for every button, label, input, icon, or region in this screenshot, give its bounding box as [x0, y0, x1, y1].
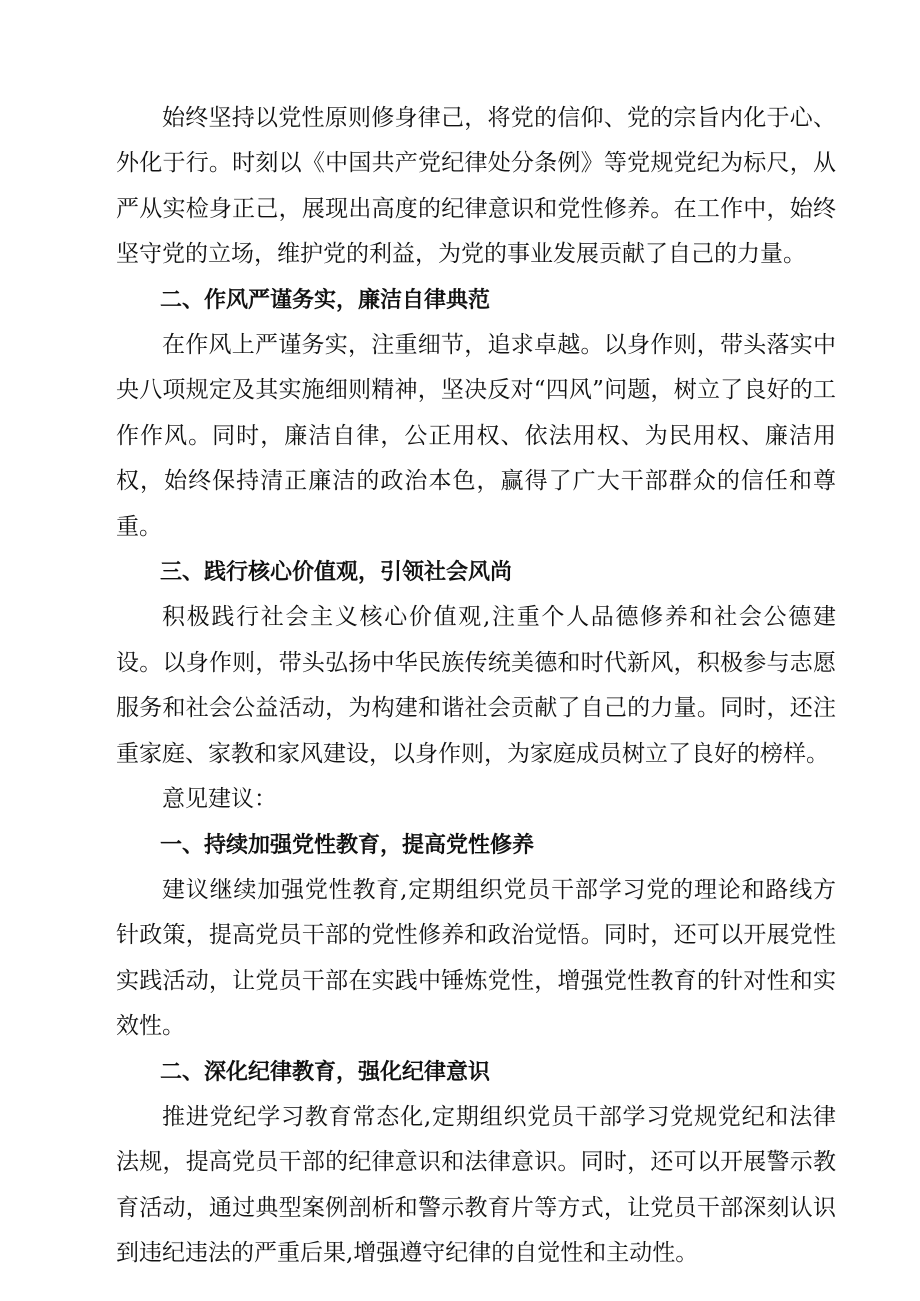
heading-party-education: 一、持续加强党性教育，提高党性修养 [160, 832, 535, 858]
document-body [116, 96, 836, 1277]
paragraph-discipline-education: 推进党纪学习教育常态化,定期组织党员干部学习党规党纪和法律法规，提高党员干部的纪律意识和法律意识。同时，还可以开展警示教育活动，通过典型案例剖析和警示教育片等方式，让党员干部深刻认识到违纪违法的严重后果,增强遵守纪律的自觉性和主动性。 [116, 1103, 836, 1267]
heading-discipline-education: 二、深化纪律教育，强化纪律意识 [160, 1059, 491, 1085]
heading-core-values: 三、践行核心价值观，引领社会风尚 [160, 560, 513, 586]
heading-work-style: 二、作风严谨务实，廉洁自律典范 [160, 287, 491, 313]
suggestions-label: 意见建议： [162, 786, 277, 813]
paragraph-work-style: 在作风上严谨务实，注重细节，追求卓越。以身作则，带头落实中央八项规定及其实施细则精神，坚决反对“四风”问题，树立了良好的工作作风。同时，廉洁自律，公正用权、依法用权、为民用权、廉洁用权，始终保持清正廉洁的政治本色，赢得了广大干部群众的信任和尊重。 [116, 332, 836, 540]
paragraph-party-spirit: 始终坚持以党性原则修身律己，将党的信仰、党的宗旨内化于心、外化于行。时刻以《中国共产党纪律处分条例》等党规党纪为标尺，从严从实检身正己，展现出高度的纪律意识和党性修养。在工作中，始终坚守党的立场，维护党的利益，为党的事业发展贡献了自己的力量。 [116, 105, 836, 268]
paragraph-core-values: 积极践行社会主义核心价值观,注重个人品德修养和社会公德建设。以身作则，带头弘扬中华民族传统美德和时代新风，积极参与志愿服务和社会公益活动，为构建和谐社会贡献了自己的力量。同时，还注重家庭、家教和家风建设，以身作则，为家庭成员树立了良好的榜样。 [116, 604, 836, 767]
paragraph-party-education: 建议继续加强党性教育,定期组织党员干部学习党的理论和路线方针政策，提高党员干部的党性修养和政治觉悟。同时，还可以开展党性实践活动，让党员干部在实践中锤炼党性，增强党性教育的针对性和实效性。 [116, 876, 836, 1040]
